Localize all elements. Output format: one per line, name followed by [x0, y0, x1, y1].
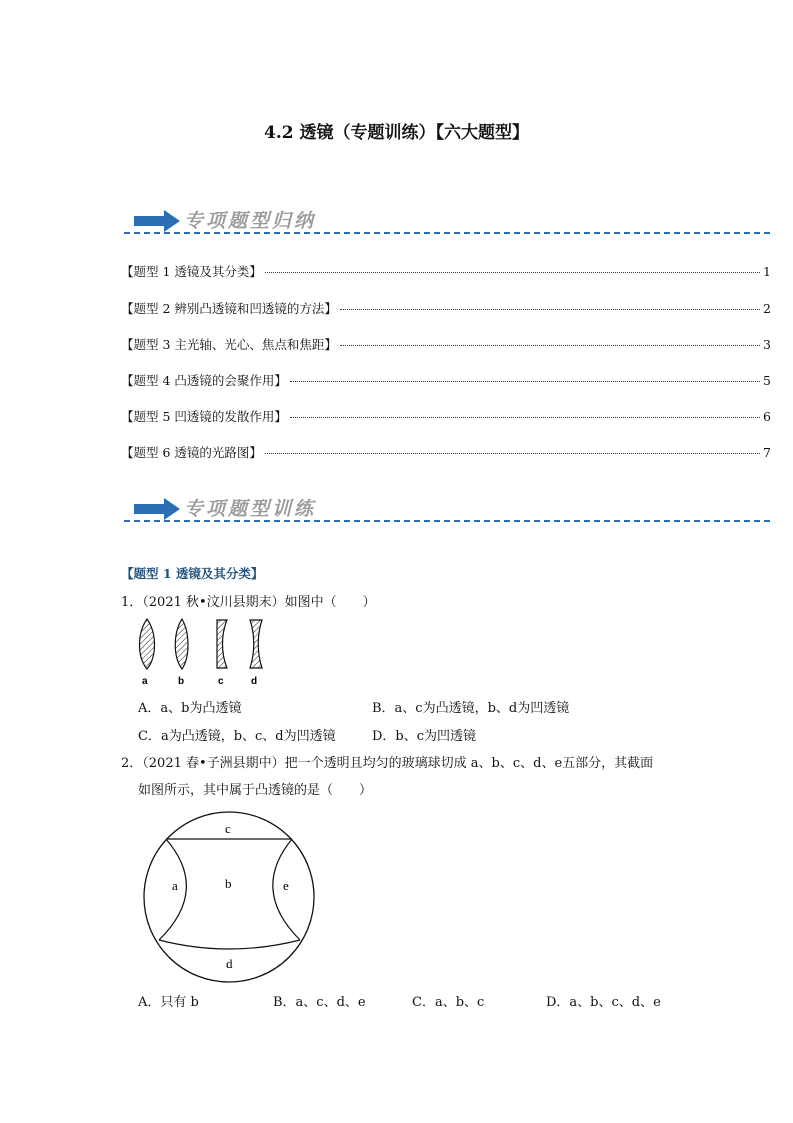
section-header-training: [120, 490, 770, 530]
lens-d-shape: [250, 620, 262, 668]
q1-option-a[interactable]: A．a、b为凸透镜: [138, 701, 242, 716]
question-type-header: 【题型 1 透镜及其分类】: [121, 566, 264, 581]
question-2-stem-line1: 2．（2021 春•子洲县期中）把一个透明且均匀的玻璃球切成 a、b、c、d、e五部分，其截面: [121, 756, 654, 771]
question-2-stem-line2: 如图所示，其中属于凸透镜的是（ ）: [138, 783, 373, 798]
lens-label-a: a: [142, 676, 148, 687]
q2-option-c[interactable]: C．a、b、c: [412, 995, 485, 1010]
lens-label-c: c: [218, 676, 224, 687]
lens-a-shape: [140, 619, 155, 669]
toc-page: 3: [763, 337, 771, 352]
arrow-right-icon: [134, 210, 180, 232]
toc-label: 【题型 6 透镜的光路图】: [121, 445, 262, 460]
section-divider: [124, 232, 770, 234]
region-label-e: e: [283, 878, 289, 893]
q1-option-b[interactable]: B．a、c为凸透镜，b、d为凹透镜: [372, 701, 570, 716]
q1-option-c[interactable]: C．a为凸透镜，b、c、d为凹透镜: [138, 729, 336, 744]
toc-label: 【题型 3 主光轴、光心、焦点和焦距】: [121, 337, 337, 352]
section-header-summary: [120, 202, 770, 242]
lens-b-shape: [175, 619, 188, 669]
toc-page: 6: [763, 409, 771, 424]
lens-c-shape: [217, 620, 227, 668]
toc-item-5[interactable]: [121, 407, 771, 425]
q1-option-d[interactable]: D．b、c为凹透镜: [372, 729, 477, 744]
section-divider: [124, 520, 770, 522]
lens-label-d: d: [251, 676, 258, 687]
toc-label: 【题型 4 凸透镜的会聚作用】: [121, 373, 287, 388]
section-title: 专项题型训练: [184, 498, 317, 520]
question-1-stem: 1．（2021 秋•汶川县期末）如图中（ ）: [121, 595, 376, 610]
region-label-b: b: [225, 876, 232, 891]
toc-leader: [265, 272, 760, 273]
q2-option-b[interactable]: B．a、c、d、e: [273, 995, 366, 1010]
toc-item-1[interactable]: [121, 262, 771, 280]
glass-sphere-figure: [140, 808, 320, 988]
toc-item-2[interactable]: [121, 299, 771, 317]
region-label-d: d: [226, 956, 233, 971]
toc-leader: [340, 309, 760, 310]
q2-option-d[interactable]: D．a、b、c、d、e: [546, 995, 661, 1010]
toc-item-6[interactable]: [121, 443, 771, 461]
toc-page: 2: [763, 301, 771, 316]
toc-leader: [290, 381, 760, 382]
toc-page: 1: [763, 264, 771, 279]
toc-label: 【题型 2 辨别凸透镜和凹透镜的方法】: [121, 301, 337, 316]
arrow-right-icon: [134, 498, 180, 520]
toc-item-4[interactable]: [121, 371, 771, 389]
lens-figure: [135, 615, 275, 690]
toc-item-3[interactable]: [121, 335, 771, 353]
lens-label-b: b: [178, 676, 185, 687]
toc-label: 【题型 1 透镜及其分类】: [121, 264, 262, 279]
toc-label: 【题型 5 凹透镜的发散作用】: [121, 409, 287, 424]
region-label-c: c: [225, 821, 231, 836]
q2-option-a[interactable]: A．只有 b: [138, 995, 199, 1010]
page-title: 4.2 透镜（专题训练）【六大题型】: [264, 123, 529, 143]
section-title: 专项题型归纳: [184, 210, 317, 232]
toc-page: 7: [763, 445, 771, 460]
toc-leader: [265, 453, 760, 454]
region-label-a: a: [172, 878, 178, 893]
toc-leader: [340, 345, 760, 346]
toc-page: 5: [763, 373, 771, 388]
toc-leader: [290, 417, 760, 418]
